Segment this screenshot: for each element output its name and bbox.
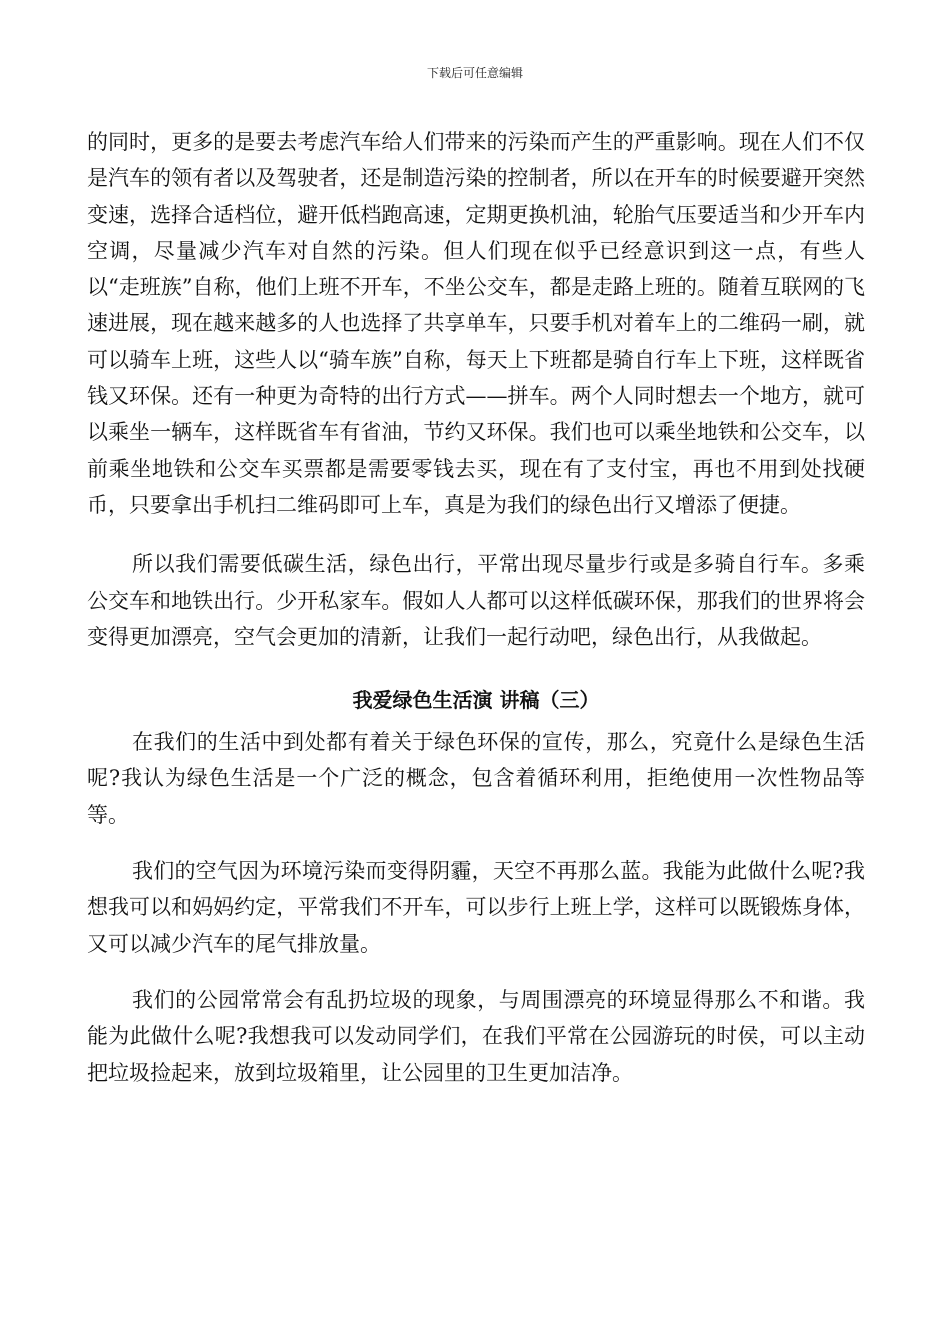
paragraph-park: 我们的公园常常会有乱扔垃圾的现象，与周围漂亮的环境显得那么不和谐。我能为此做什么呢?我想我可以发动同学们，在我们平常在公园游玩的时侯，可以主动把垃圾捡起来，放到垃圾箱里，让公园里的卫生更加洁净。: [87, 987, 865, 1085]
document-body: [87, 124, 865, 1091]
page-header: 下载后可任意编辑: [426, 66, 523, 80]
paragraph-continuation: 的同时，更多的是要去考虑汽车给人们带来的污染而产生的严重影响。现在人们不仅是汽车的领有者以及驾驶者，还是制造污染的控制者，所以在开车的时候要避开突然变速，选择合适档位，避开低档跑高速，定期更换机油，轮胎气压要适当和少开车内空调，尽量减少汽车对自然的污染。但人们现在似乎已经意识到这一点，有些人以“走班族”自称，他们上班不开车，不坐公交车，都是走路上班的。随着互联网的飞速进展，现在越来越多的人也选择了共享单车，只要手机对着车上的二维码一刷，就可以骑车上班，这些人以“骑车族”自称，每天上下班都是骑自行车上下班，这样既省钱又环保。还有一种更为奇特的出行方式——拼车。两个人同时想去一个地方，就可以乘坐一辆车，这样既省车有省油，节约又环保。我们也可以乘坐地铁和公交车，以前乘坐地铁和公交车买票都是需要零钱去买，现在有了支付宝，再也不用到处找硬币，只要拿出手机扫二维码即可上车，真是为我们的绿色出行又增添了便捷。: [87, 130, 865, 517]
paragraph-intro: 在我们的生活中到处都有着关于绿色环保的宣传，那么，究竟什么是绿色生活呢?我认为绿色生活是一个广泛的概念，包含着循环利用，拒绝使用一次性物品等等。: [87, 730, 865, 827]
section-title: 我爱绿色生活演 讲稿（三）: [352, 688, 600, 713]
paragraph-air: 我们的空气因为环境污染而变得阴霾，天空不再那么蓝。我能为此做什么呢?我想我可以和妈妈约定，平常我们不开车，可以步行上班上学，这样可以既锻炼身体，又可以减少汽车的尾气排放量。: [87, 859, 865, 956]
paragraph-conclusion: 所以我们需要低碳生活，绿色出行，平常出现尽量步行或是多骑自行车。多乘公交车和地铁出行。少开私家车。假如人人都可以这样低碳环保，那我们的世界将会变得更加漂亮，空气会更加的清新，让我们一起行动吧，绿色出行，从我做起。: [87, 552, 865, 649]
